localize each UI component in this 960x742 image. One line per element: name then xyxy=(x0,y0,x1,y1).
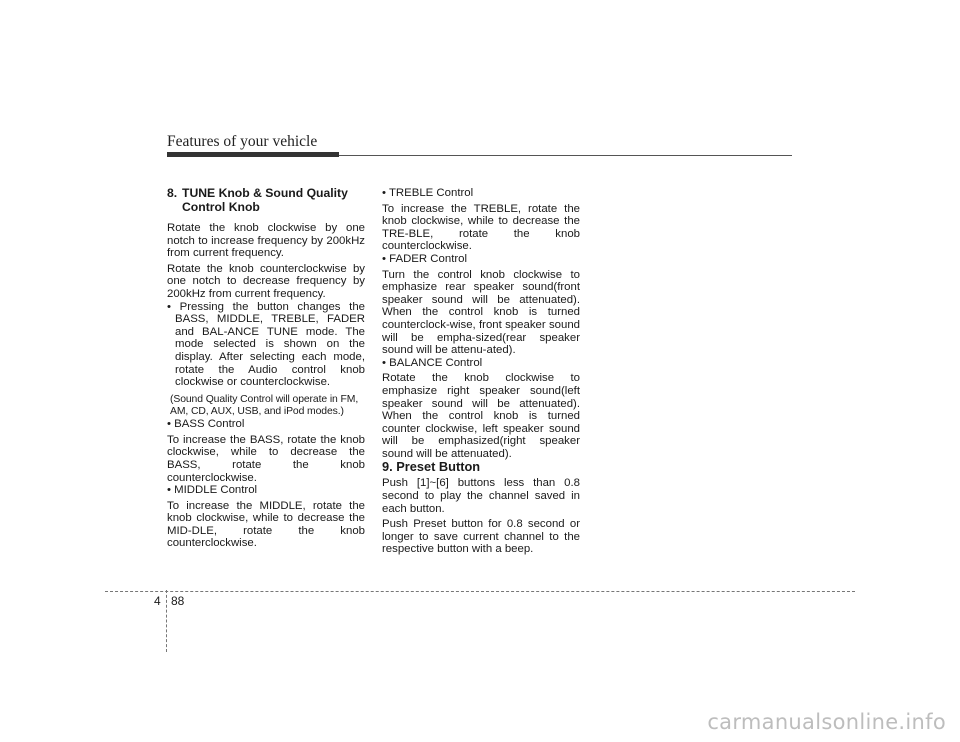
right-column xyxy=(382,187,580,556)
treble-control-heading: • TREBLE Control xyxy=(382,187,474,199)
decrease-frequency-text: Rotate the knob counterclockwise by one notch to decrease frequency by 200kHz from current frequency. xyxy=(167,262,365,300)
page-number: 88 xyxy=(171,594,185,608)
preset-short-press-text: Push [1]~[6] buttons less than 0.8 second to play the channel saved in each button. xyxy=(382,477,580,515)
fader-control-heading: • FADER Control xyxy=(382,252,468,265)
watermark: carmanualsonline.info xyxy=(707,710,946,734)
footer-divider xyxy=(166,590,167,652)
balance-control-heading: • BALANCE Control xyxy=(382,356,483,369)
preset-button-heading: 9. Preset Button xyxy=(382,459,481,475)
header-bar xyxy=(167,152,339,157)
header-rule xyxy=(339,155,792,156)
middle-control-text: To increase the MIDDLE, rotate the knob clockwise, while to decrease the MID-DLE, rotate the knob counterclockwise. xyxy=(167,499,365,550)
preset-long-press-text: Push Preset button for 0.8 second or longer to save current channel to the respective button with a beep. xyxy=(382,518,580,556)
balance-control-text: Rotate the knob clockwise to emphasize right speaker sound(left speaker sound will be attenuated). When the control knob is turned counter clockwise, left speaker sound will be emphasized(right speaker sound will be attenuated). xyxy=(382,372,580,460)
tune-knob-heading xyxy=(167,187,365,214)
treble-control-text: To increase the TREBLE, rotate the knob clockwise, while to decrease the TRE-BLE, rotate the knob counterclockwise. xyxy=(382,202,580,253)
left-column xyxy=(167,187,365,550)
middle-control-heading: • MIDDLE Control xyxy=(167,484,258,497)
bass-control-text: To increase the BASS, rotate the knob clockwise, while to decrease the BASS, rotate the knob counterclockwise. xyxy=(167,433,365,484)
fader-control-text: Turn the control knob clockwise to emphasize rear speaker sound(front speaker sound will be attenuated). When the control knob is turned counterclock-wise, front speaker sound will be empha-sized(rear speaker sound will be attenu-ated). xyxy=(382,268,580,357)
footer-rule xyxy=(105,591,855,592)
heading-text: TUNE Knob & Sound Quality Control Knob xyxy=(182,186,348,214)
mode-change-bullet: • Pressing the button changes the BASS, MIDDLE, TREBLE, FADER and BAL-ANCE TUNE mode. The mode selected is shown on the display. After selecting each mode, rotate the Audio control knob clockwise or counterclockwise. xyxy=(167,300,365,389)
increase-frequency-text: Rotate the knob clockwise by one notch to increase frequency by 200kHz from current frequency. xyxy=(167,222,365,260)
sound-quality-note: (Sound Quality Control will operate in FM, AM, CD, AUX, USB, and iPod modes.) xyxy=(170,393,359,417)
bass-control-heading: • BASS Control xyxy=(167,418,245,431)
section-title: Features of your vehicle xyxy=(167,133,318,150)
heading-number: 8. xyxy=(167,186,178,200)
chapter-number: 4 xyxy=(154,594,161,608)
